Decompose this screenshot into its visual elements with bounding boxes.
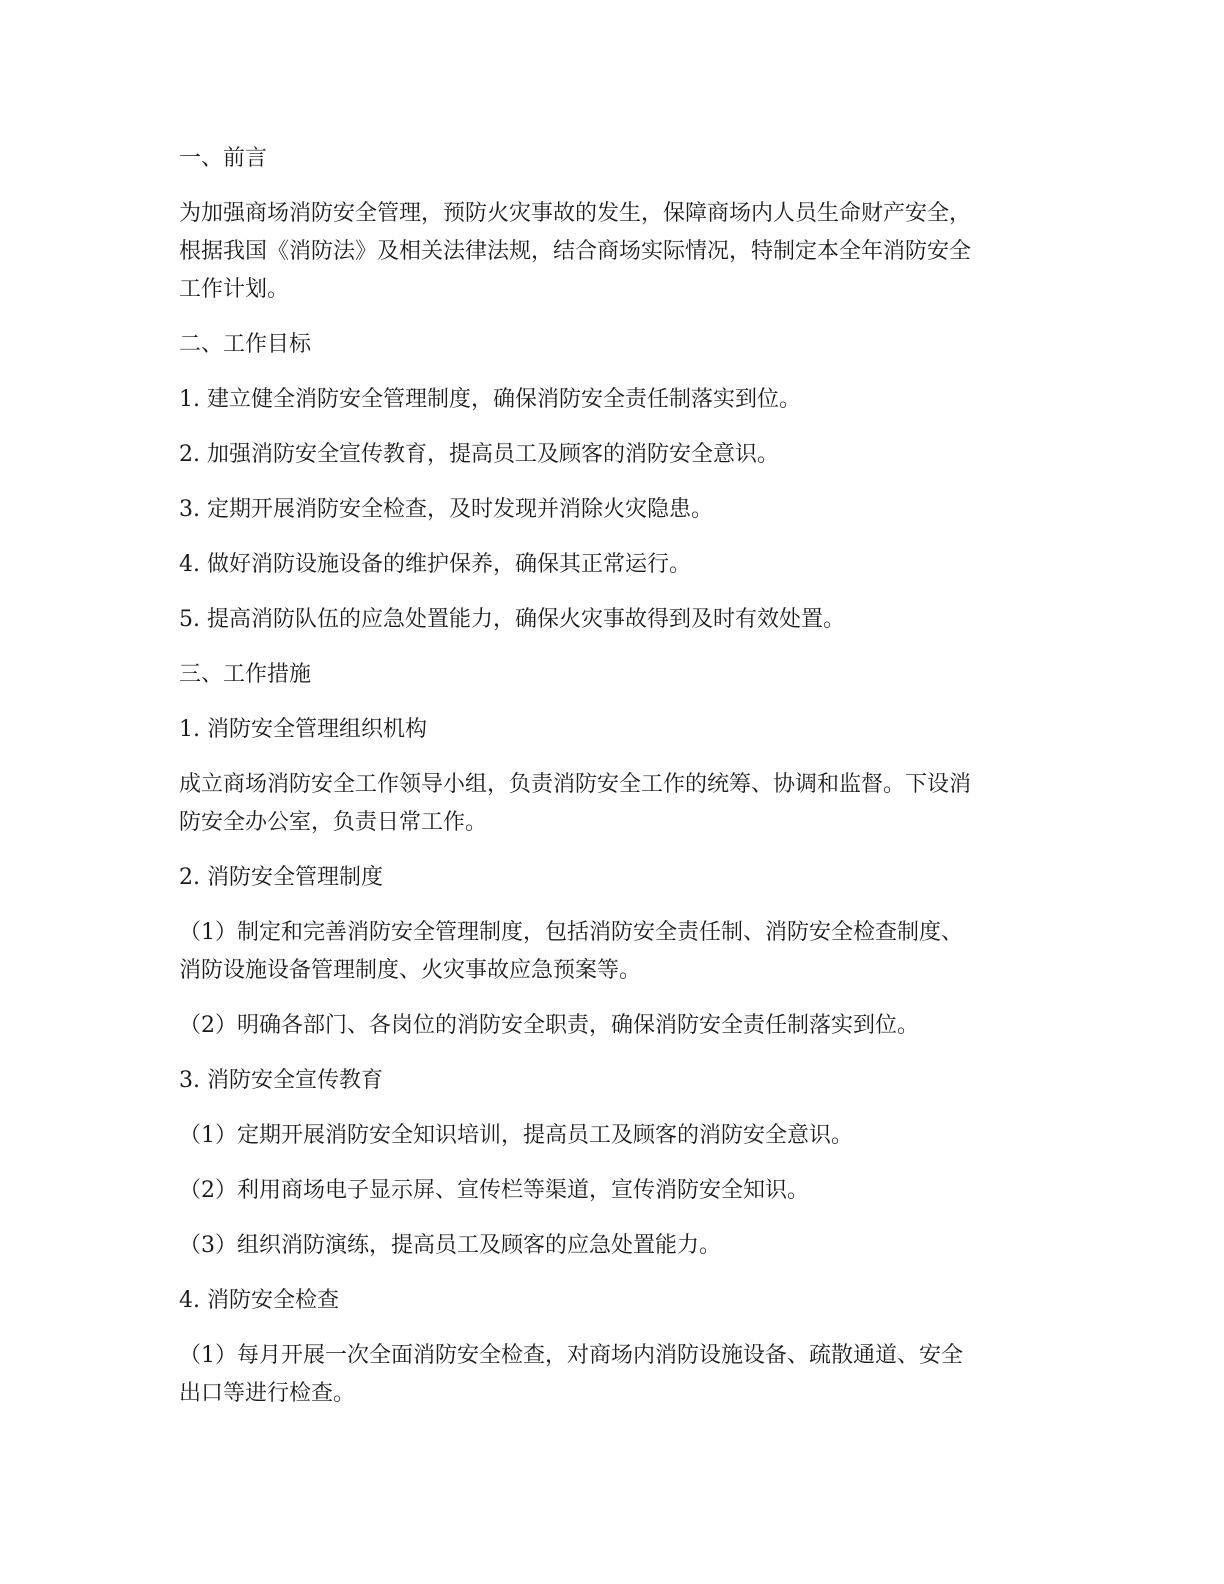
management-item-2: （2）明确各部门、各岗位的消防安全职责，确保消防安全责任制落实到位。 [179,1013,919,1038]
subheading-education: 3. 消防安全宣传教育 [179,1068,383,1093]
document-page [179,140,1041,1413]
text-line: （1）制定和完善消防安全管理制度，包括消防安全责任制、消防安全检查制度、 [179,920,963,945]
text-line: 防安全办公室，负责日常工作。 [179,810,488,835]
subheading-organization: 1. 消防安全管理组织机构 [179,717,427,742]
goal-item-1: 1. 建立健全消防安全管理制度，确保消防安全责任制落实到位。 [179,387,801,412]
education-item-1: （1）定期开展消防安全知识培训，提高员工及顾客的消防安全意识。 [179,1123,853,1148]
inspection-item-1 [179,1337,1041,1413]
section-heading-goals: 二、工作目标 [179,332,312,357]
text-line: 根据我国《消防法》及相关法律法规，结合商场实际情况，特制定本全年消防安全 [179,239,972,264]
goal-item-4: 4. 做好消防设施设备的维护保养，确保其正常运行。 [179,552,691,577]
text-line: 工作计划。 [179,277,290,302]
education-item-3: （3）组织消防演练，提高员工及顾客的应急处置能力。 [179,1233,721,1258]
section-heading-preface: 一、前言 [179,146,268,171]
preface-paragraph [179,195,1041,309]
goal-item-5: 5. 提高消防队伍的应急处置能力，确保火灾事故得到及时有效处置。 [179,607,845,632]
section-heading-measures: 三、工作措施 [179,662,312,687]
education-item-2: （2）利用商场电子显示屏、宣传栏等渠道，宣传消防安全知识。 [179,1178,809,1203]
text-line: 消防设施设备管理制度、火灾事故应急预案等。 [179,958,642,983]
text-line: 成立商场消防安全工作领导小组，负责消防安全工作的统筹、协调和监督。下设消 [179,772,972,797]
management-item-1 [179,914,1041,990]
goal-item-3: 3. 定期开展消防安全检查，及时发现并消除火灾隐患。 [179,497,713,522]
subheading-management-system: 2. 消防安全管理制度 [179,865,383,890]
subheading-inspection: 4. 消防安全检查 [179,1288,339,1313]
text-line: （1）每月开展一次全面消防安全检查，对商场内消防设施设备、疏散通道、安全 [179,1343,963,1368]
organization-paragraph [179,766,1041,842]
text-line: 为加强商场消防安全管理，预防火灾事故的发生，保障商场内人员生命财产安全， [179,201,972,226]
goal-item-2: 2. 加强消防安全宣传教育，提高员工及顾客的消防安全意识。 [179,442,779,467]
text-line: 出口等进行检查。 [179,1381,356,1406]
